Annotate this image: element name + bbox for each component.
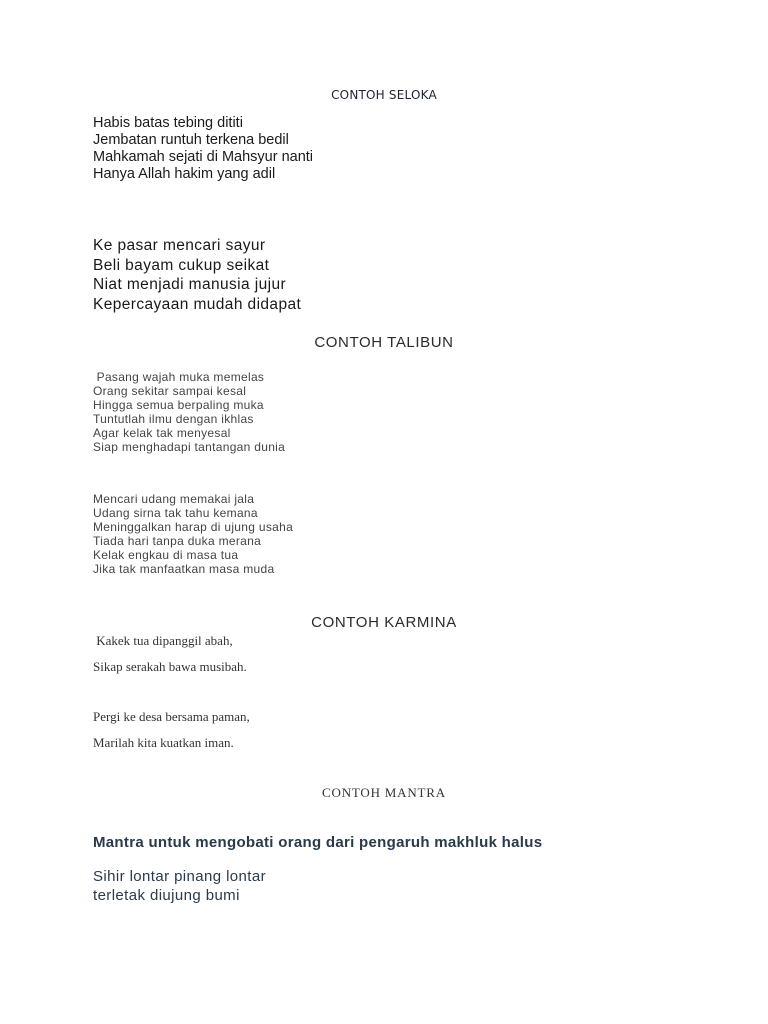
poem-line: terletak diujung bumi	[93, 887, 240, 904]
poem-line: Udang sirna tak tahu kemana	[93, 506, 258, 520]
karmina-line: Kakek tua dipanggil abah,	[93, 633, 233, 648]
poem-line: Tuntutlah ilmu dengan ikhlas	[93, 412, 254, 426]
poem-line: Niat menjadi manusia jujur	[93, 276, 287, 293]
poem-line: Hingga semua berpaling muka	[93, 398, 264, 412]
karmina-line: Marilah kita kuatkan iman.	[93, 735, 234, 750]
mantra-subtitle: Mantra untuk mengobati orang dari pengaruh makhluk halus	[93, 834, 543, 851]
mantra-heading: CONTOH MANTRA	[322, 785, 446, 800]
seloka-stanza-2	[93, 236, 301, 314]
talibun-heading: CONTOH TALIBUN	[314, 334, 454, 351]
karmina-line: Sikap serakah bawa musibah.	[93, 659, 247, 674]
poem-line: Jembatan runtuh terkena bedil	[93, 132, 289, 148]
poem-line: Jika tak manfaatkan masa muda	[93, 562, 275, 576]
seloka-heading: CONTOH SELOKA	[331, 88, 437, 102]
poem-line: Orang sekitar sampai kesal	[93, 384, 247, 398]
poem-line: Kelak engkau di masa tua	[93, 548, 239, 562]
karmina-heading: CONTOH KARMINA	[311, 614, 457, 631]
poem-line: Sihir lontar pinang lontar	[93, 868, 266, 885]
poem-line: Beli bayam cukup seikat	[93, 256, 270, 274]
poem-line: Hanya Allah hakim yang adil	[93, 166, 276, 182]
poem-line: Meninggalkan harap di ujung usaha	[93, 520, 294, 534]
poem-line: Tiada hari tanpa duka merana	[93, 534, 262, 548]
seloka-stanza-1	[93, 115, 313, 183]
karmina-line: Pergi ke desa bersama paman,	[93, 709, 250, 724]
poem-line: Habis batas tebing dititi	[93, 115, 243, 131]
poem-line: Siap menghadapi tantangan dunia	[93, 440, 286, 454]
poem-line: Pasang wajah muka memelas	[93, 370, 265, 384]
poem-line: Mencari udang memakai jala	[93, 492, 255, 506]
mantra-stanza	[93, 867, 266, 905]
talibun-stanza-1	[93, 370, 285, 454]
poem-line: Mahkamah sejati di Mahsyur nanti	[93, 149, 314, 165]
poem-line: Kepercayaan mudah didapat	[93, 295, 302, 313]
poem-line: Agar kelak tak menyesal	[93, 426, 231, 440]
talibun-stanza-2	[93, 492, 293, 576]
poem-line: Ke pasar mencari sayur	[93, 237, 266, 254]
